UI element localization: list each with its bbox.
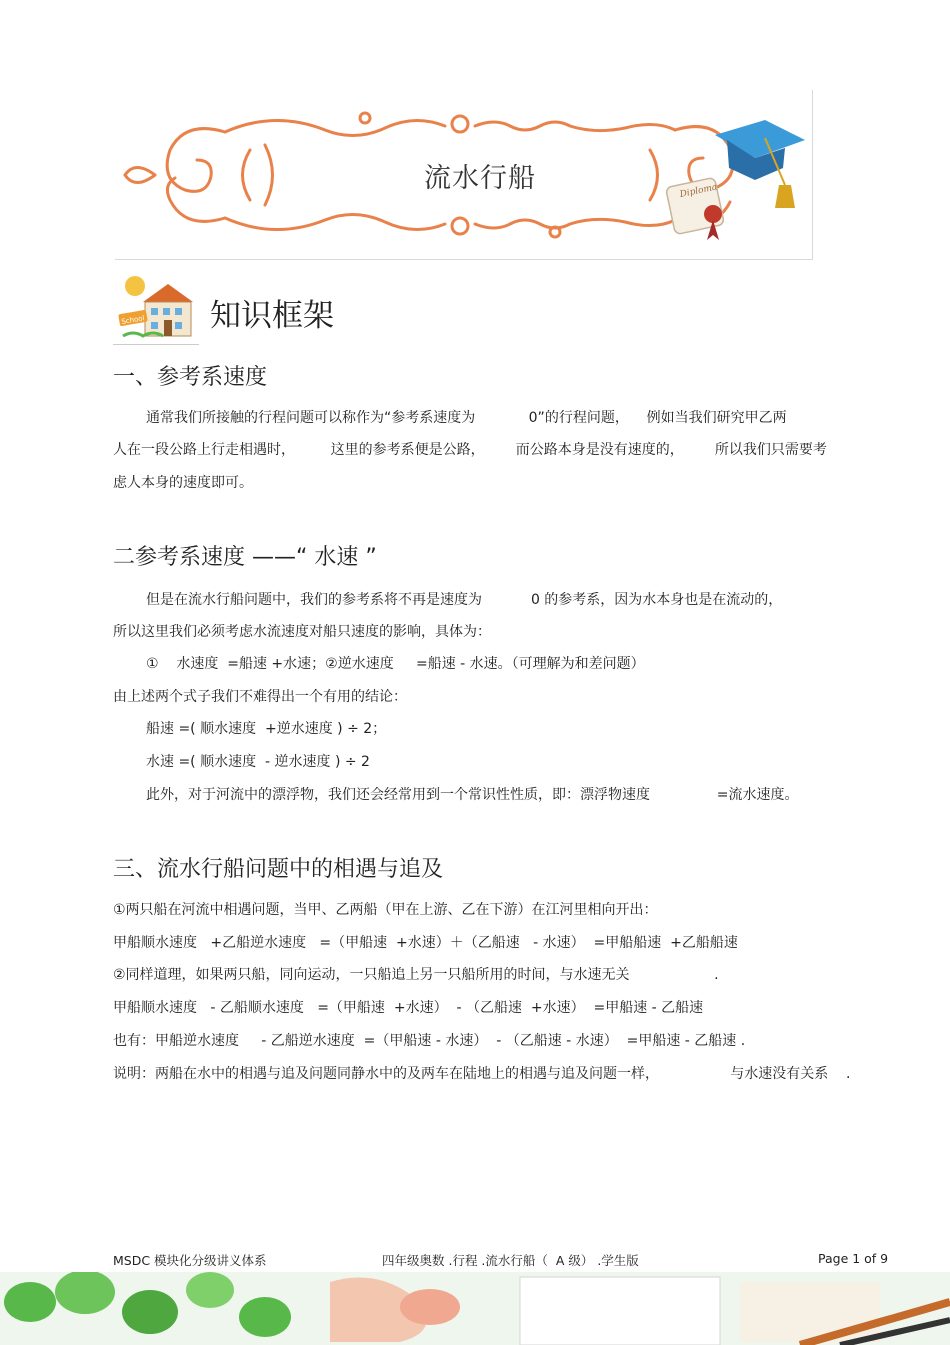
section-title-framework: 知识框架 [210, 298, 334, 334]
paragraph-line: 说明：两船在水中的相遇与追及问题同静水中的及两车在陆地上的相遇与追及问题一样， 与水速没有关系 . [113, 1066, 851, 1082]
page-title: 流水行船 [424, 163, 536, 194]
formula-line: 水速 =( 顺水速度 - 逆水速度 ) ÷ 2 [146, 754, 370, 770]
graduation-cap-icon [715, 120, 805, 208]
paragraph-line: 通常我们所接触的行程问题可以称作为“参考系速度为 0”的行程问题， 例如当我们研究甲乙两 [146, 410, 787, 426]
formula-line: ① 水速度 =船速 +水速；②逆水速度 =船速 - 水速。（可理解为和差问题） [146, 656, 645, 672]
footer-center: 四年级奥数 .行程 .流水行船（ A 级） .学生版 [382, 1253, 639, 1268]
paragraph-line: 所以这里我们必须考虑水流速度对船只速度的影响，具体为： [113, 624, 491, 640]
paragraph-line: ①两只船在河流中相遇问题，当甲、乙两船（甲在上游、乙在下游）在江河里相向开出： [113, 902, 658, 918]
footer-left: MSDC 模块化分级讲义体系 [113, 1253, 267, 1268]
page-number: Page 1 of 9 [818, 1251, 889, 1266]
formula-line: 船速 =( 顺水速度 +逆水速度 ) ÷ 2； [146, 721, 387, 737]
formula-line: 甲船顺水速度 - 乙船顺水速度 =（甲船速 +水速） - （乙船速 +水速） =甲船速 - 乙船速 [113, 1000, 704, 1016]
formula-line: 也有：甲船逆水速度 - 乙船逆水速度 =（甲船速 - 水速） - （乙船速 - 水速） =甲船速 - 乙船速 . [113, 1033, 746, 1049]
heading-meet-and-chase: 三、流水行船问题中的相遇与追及 [113, 857, 444, 882]
paragraph-line: 但是在流水行船问题中，我们的参考系将不再是速度为 0 的参考系，因为水本身也是在流动的， [146, 592, 783, 608]
paragraph-line: 此外，对于河流中的漂浮物，我们还会经常用到一个常识性性质，即：漂浮物速度 =流水速度。 [146, 787, 799, 803]
paragraph-line: 虑人本身的速度即可。 [113, 475, 253, 491]
paragraph-line: ②同样道理，如果两只船，同向运动，一只船追上另一只船所用的时间，与水速无关 . [113, 967, 719, 983]
title-banner [115, 90, 813, 260]
decorative-bottom-strip-icon [0, 1272, 950, 1345]
heading-reference-speed: 一、参考系速度 [113, 365, 268, 390]
svg-text:Diploma: Diploma [678, 182, 719, 201]
svg-text:School: School [120, 314, 146, 326]
formula-line: 甲船顺水速度 +乙船逆水速度 =（甲船速 +水速）＋（乙船速 - 水速） =甲船船速 +乙船船速 [113, 935, 738, 951]
heading-water-speed: 二参考系速度 ——“ 水速 ” [113, 545, 377, 570]
paragraph-line: 人在一段公路上行走相遇时， 这里的参考系便是公路， 而公路本身是没有速度的， 所以我们只需要考 [113, 442, 827, 458]
school-house-icon [113, 272, 198, 344]
divider [113, 344, 199, 345]
paragraph-line: 由上述两个式子我们不难得出一个有用的结论： [113, 689, 407, 705]
